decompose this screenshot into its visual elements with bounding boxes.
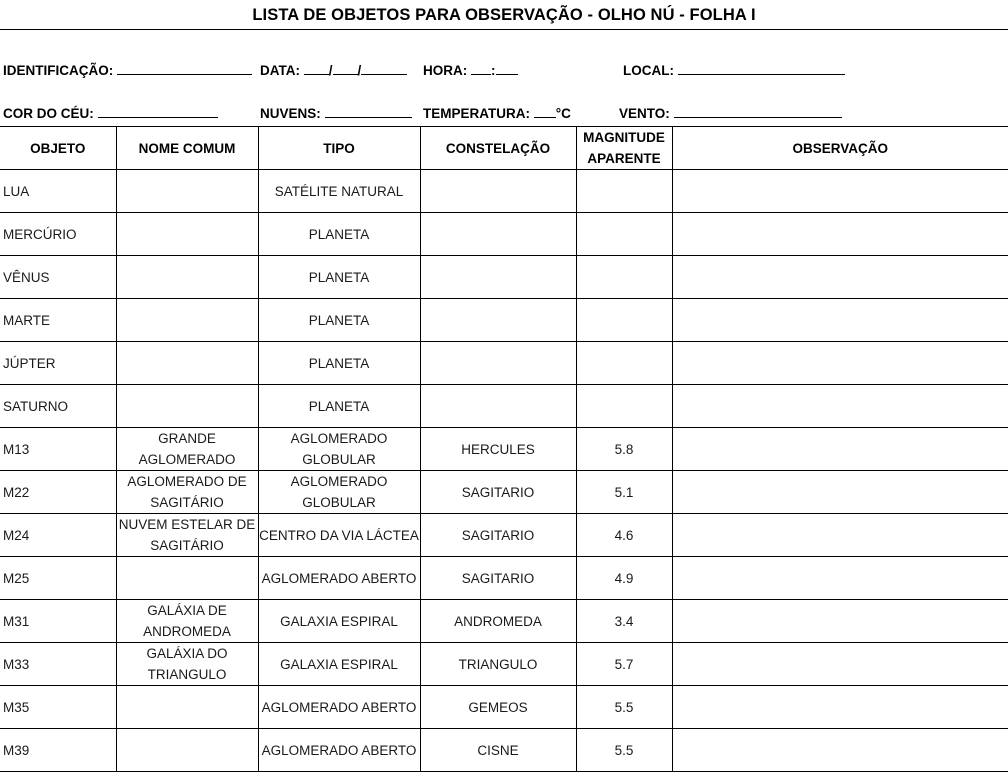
cell-tipo (258, 471, 420, 514)
cell-objeto: JÚPTER (0, 342, 116, 385)
cor-ceu-blank[interactable] (98, 103, 218, 118)
cell-magnitude[interactable]: 3.4 (576, 600, 672, 643)
cell-objeto: M33 (0, 643, 116, 686)
tipo-line1: AGLOMERADO (290, 474, 388, 489)
tipo-line1: PLANETA (308, 269, 370, 285)
cell-constelacao[interactable] (420, 299, 576, 342)
tipo-line1: PLANETA (308, 355, 370, 371)
cell-observacao[interactable] (672, 299, 1008, 342)
temperatura-unit: °C (555, 106, 571, 121)
cell-objeto: VÊNUS (0, 256, 116, 299)
cell-tipo (258, 557, 420, 600)
header-tipo: TIPO (258, 127, 420, 170)
tipo-line1: GALAXIA ESPIRAL (280, 613, 398, 629)
sheet-title: LISTA DE OBJETOS PARA OBSERVAÇÃO - OLHO NÚ - FOLHA I (0, 0, 1008, 30)
nuvens-field[interactable] (260, 103, 412, 121)
nome-line1: AGLOMERADO DE (127, 474, 247, 489)
cell-observacao[interactable] (672, 213, 1008, 256)
cell-objeto: MERCÚRIO (0, 213, 116, 256)
hora-hour-blank[interactable] (471, 60, 491, 75)
tipo-line1: SATÉLITE NATURAL (274, 183, 404, 199)
local-label: LOCAL: (623, 63, 674, 78)
temperatura-blank[interactable] (534, 103, 556, 118)
cell-constelacao[interactable]: SAGITARIO (420, 557, 576, 600)
hora-minute-blank[interactable] (496, 60, 518, 75)
cell-nome-comum[interactable] (116, 686, 258, 729)
cell-observacao[interactable] (672, 514, 1008, 557)
tipo-line1: PLANETA (308, 398, 370, 414)
cell-tipo (258, 729, 420, 772)
nome-line2: AGLOMERADO (138, 452, 236, 467)
cell-constelacao[interactable] (420, 342, 576, 385)
cell-magnitude[interactable] (576, 342, 672, 385)
nome-line2: ANDROMEDA (143, 624, 231, 639)
tipo-line1: AGLOMERADO ABERTO (261, 699, 417, 715)
cell-observacao[interactable] (672, 256, 1008, 299)
table-row (0, 256, 1008, 299)
cell-objeto: M24 (0, 514, 116, 557)
table-row (0, 643, 1008, 686)
identificacao-field[interactable] (3, 60, 252, 78)
cell-magnitude[interactable]: 5.5 (576, 729, 672, 772)
nome-line2: TRIANGULO (147, 667, 227, 682)
cell-constelacao[interactable] (420, 256, 576, 299)
cell-nome-comum[interactable] (116, 600, 258, 643)
table-row (0, 299, 1008, 342)
table-row (0, 514, 1008, 557)
table-row (0, 729, 1008, 772)
tipo-line1: AGLOMERADO (290, 431, 388, 446)
cell-objeto: MARTE (0, 299, 116, 342)
header-magnitude (576, 127, 672, 170)
data-field[interactable] (260, 60, 407, 78)
header-magnitude-line2: APARENTE (587, 151, 661, 166)
cell-magnitude[interactable]: 4.9 (576, 557, 672, 600)
cell-tipo (258, 299, 420, 342)
hora-sep: : (491, 63, 496, 78)
nome-line2: SAGITÁRIO (150, 495, 224, 510)
nome-line1: NUVEM ESTELAR DE (118, 517, 256, 532)
cell-observacao[interactable] (672, 686, 1008, 729)
tipo-line1: GALAXIA ESPIRAL (280, 656, 398, 672)
table-row (0, 557, 1008, 600)
cell-constelacao[interactable]: TRIANGULO (420, 643, 576, 686)
cell-observacao[interactable] (672, 557, 1008, 600)
cell-tipo (258, 686, 420, 729)
cell-nome-comum[interactable] (116, 471, 258, 514)
cor-ceu-field[interactable] (3, 103, 218, 121)
cell-nome-comum[interactable] (116, 256, 258, 299)
cell-magnitude[interactable] (576, 170, 672, 213)
nome-line2: SAGITÁRIO (150, 538, 224, 553)
cell-objeto: M22 (0, 471, 116, 514)
tipo-line2: GLOBULAR (302, 452, 376, 467)
cell-magnitude[interactable]: 5.8 (576, 428, 672, 471)
cell-nome-comum[interactable] (116, 557, 258, 600)
table-row (0, 385, 1008, 428)
nuvens-label: NUVENS: (260, 106, 321, 121)
cell-magnitude[interactable] (576, 213, 672, 256)
cell-nome-comum[interactable] (116, 729, 258, 772)
cell-magnitude[interactable]: 4.6 (576, 514, 672, 557)
cell-tipo (258, 256, 420, 299)
cell-tipo (258, 600, 420, 643)
tipo-line1: AGLOMERADO ABERTO (261, 742, 417, 758)
cell-objeto: M13 (0, 428, 116, 471)
cell-constelacao[interactable]: ANDROMEDA (420, 600, 576, 643)
cell-nome-comum[interactable] (116, 299, 258, 342)
tipo-line1: CENTRO DA VIA LÁCTEA (259, 527, 419, 543)
table-header-row (0, 127, 1008, 170)
cell-tipo (258, 385, 420, 428)
cell-nome-comum[interactable] (116, 643, 258, 686)
table-row (0, 170, 1008, 213)
tipo-line1: AGLOMERADO ABERTO (261, 570, 417, 586)
table-row (0, 686, 1008, 729)
cell-objeto: LUA (0, 170, 116, 213)
data-year-blank[interactable] (361, 60, 407, 75)
cell-observacao[interactable] (672, 729, 1008, 772)
cell-observacao[interactable] (672, 643, 1008, 686)
hora-field[interactable] (423, 60, 518, 78)
cell-nome-comum[interactable] (116, 170, 258, 213)
cell-observacao[interactable] (672, 342, 1008, 385)
header-constelacao: CONSTELAÇÃO (420, 127, 576, 170)
tipo-line2: GLOBULAR (302, 495, 376, 510)
header-nome-comum: NOME COMUM (116, 127, 258, 170)
table-row (0, 213, 1008, 256)
cell-objeto: M35 (0, 686, 116, 729)
hora-label: HORA: (423, 63, 468, 78)
nuvens-blank[interactable] (325, 103, 412, 118)
cell-objeto: M31 (0, 600, 116, 643)
identificacao-blank[interactable] (117, 60, 252, 75)
temperatura-field[interactable] (423, 103, 571, 121)
cell-objeto: SATURNO (0, 385, 116, 428)
data-sep-1: / (328, 63, 333, 78)
nome-line1: GALÁXIA DO (146, 646, 228, 661)
header-magnitude-line1: MAGNITUDE (583, 130, 665, 145)
cell-constelacao[interactable]: CISNE (420, 729, 576, 772)
cell-objeto: M25 (0, 557, 116, 600)
cell-constelacao[interactable] (420, 213, 576, 256)
cell-observacao[interactable] (672, 170, 1008, 213)
data-day-blank[interactable] (304, 60, 329, 75)
header-objeto: OBJETO (0, 127, 116, 170)
cell-nome-comum[interactable] (116, 342, 258, 385)
cell-constelacao[interactable]: GEMEOS (420, 686, 576, 729)
table-row (0, 471, 1008, 514)
cell-constelacao[interactable] (420, 385, 576, 428)
data-sep-2: / (357, 63, 362, 78)
cell-nome-comum[interactable] (116, 514, 258, 557)
cell-observacao[interactable] (672, 471, 1008, 514)
cell-tipo (258, 643, 420, 686)
cell-constelacao[interactable]: HERCULES (420, 428, 576, 471)
tipo-line1: PLANETA (308, 312, 370, 328)
cell-observacao[interactable] (672, 600, 1008, 643)
cell-nome-comum[interactable] (116, 428, 258, 471)
identificacao-label: IDENTIFICAÇÃO: (3, 63, 114, 78)
cell-observacao[interactable] (672, 385, 1008, 428)
table-row (0, 342, 1008, 385)
tipo-line1: PLANETA (308, 226, 370, 242)
vento-blank[interactable] (674, 103, 842, 118)
temperatura-label: TEMPERATURA: (423, 106, 530, 121)
data-month-blank[interactable] (333, 60, 358, 75)
cell-magnitude[interactable]: 5.7 (576, 643, 672, 686)
cell-tipo (258, 428, 420, 471)
local-blank[interactable] (678, 60, 845, 75)
cell-magnitude[interactable]: 5.5 (576, 686, 672, 729)
cell-tipo (258, 213, 420, 256)
cell-magnitude[interactable] (576, 299, 672, 342)
vento-field[interactable] (619, 103, 842, 121)
cell-magnitude[interactable]: 5.1 (576, 471, 672, 514)
cell-tipo (258, 514, 420, 557)
table-row (0, 600, 1008, 643)
cell-tipo (258, 342, 420, 385)
cell-constelacao[interactable] (420, 170, 576, 213)
cell-magnitude[interactable] (576, 385, 672, 428)
cell-objeto: M39 (0, 729, 116, 772)
header-observacao: OBSERVAÇÃO (672, 127, 1008, 170)
cell-observacao[interactable] (672, 428, 1008, 471)
cell-nome-comum[interactable] (116, 385, 258, 428)
cell-tipo (258, 170, 420, 213)
cor-ceu-label: COR DO CÉU: (3, 106, 94, 121)
data-label: DATA: (260, 63, 300, 78)
cell-constelacao[interactable]: SAGITARIO (420, 514, 576, 557)
cell-magnitude[interactable] (576, 256, 672, 299)
cell-nome-comum[interactable] (116, 213, 258, 256)
nome-line1: GRANDE (158, 431, 216, 446)
vento-label: VENTO: (619, 106, 670, 121)
local-field[interactable] (623, 60, 845, 78)
table-row (0, 428, 1008, 471)
objects-table (0, 126, 1008, 772)
nome-line1: GALÁXIA DE (147, 603, 227, 618)
cell-constelacao[interactable]: SAGITARIO (420, 471, 576, 514)
